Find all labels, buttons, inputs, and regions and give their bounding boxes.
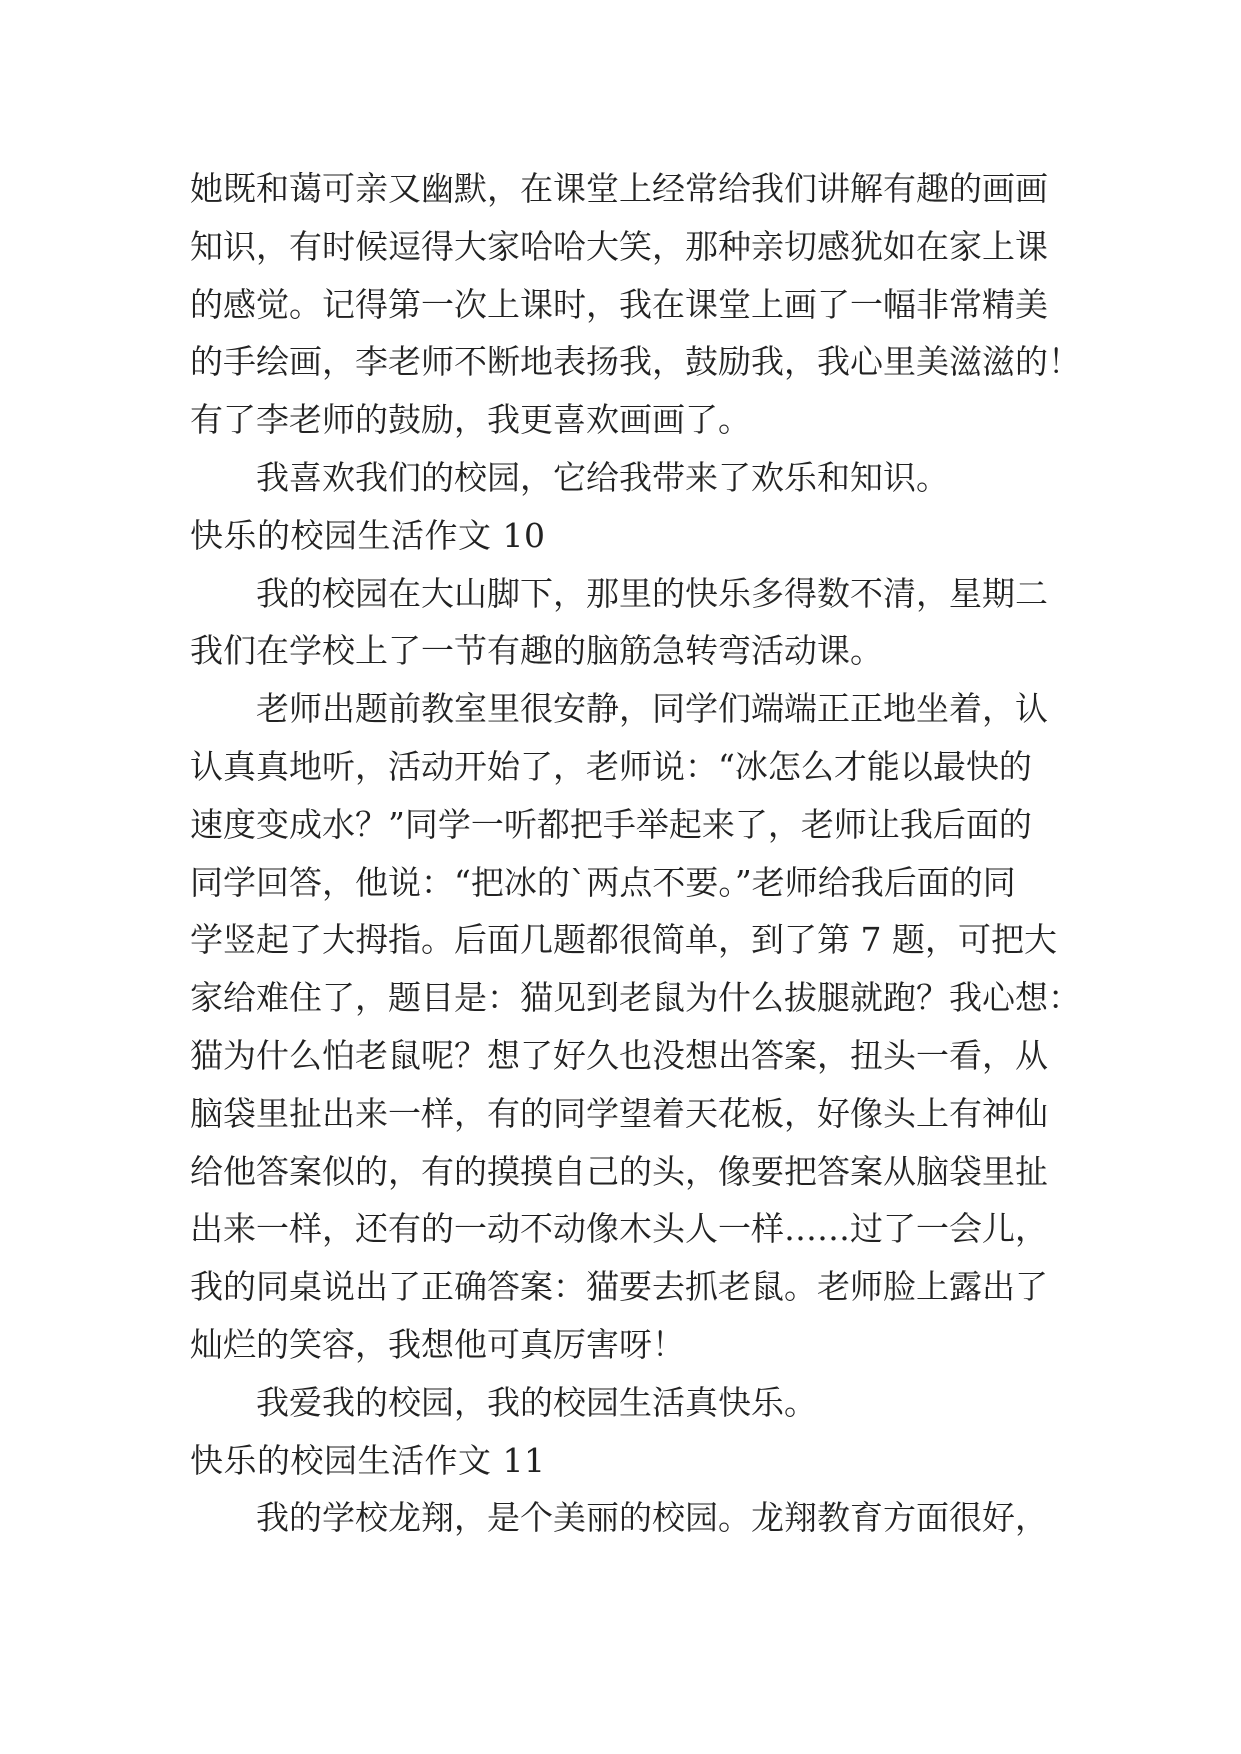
text-line: 给他答案似的，有的摸摸自己的头，像要把答案从脑袋里扯 — [190, 1151, 1048, 1191]
text-line: 灿烂的笑容，我想他可真厉害呀！ — [190, 1324, 685, 1364]
text-line: 我们在学校上了一节有趣的脑筋急转弯活动课。 — [190, 631, 883, 671]
paragraph-start: 我的校园在大山脚下，那里的快乐多得数不清，星期二 — [256, 573, 1048, 613]
text-line: 速度变成水？”同学一听都把手举起来了，老师让我后面的 — [190, 804, 1032, 844]
text-line: 认真真地听，活动开始了，老师说：“冰怎么才能以最快的 — [190, 746, 1032, 786]
text-line: 的手绘画，李老师不断地表扬我，鼓励我，我心里美滋滋的！ — [190, 342, 1081, 382]
text-line: 有了李老师的鼓励，我更喜欢画画了。 — [190, 400, 751, 440]
paragraph-start: 老师出题前教室里很安静，同学们端端正正地坐着，认 — [256, 689, 1048, 729]
section-heading: 快乐的校园生活作文 11 — [190, 1440, 546, 1480]
text-line: 学竖起了大拇指。后面几题都很简单，到了第 7 题，可把大 — [190, 920, 1057, 960]
text-line: 脑袋里扯出来一样，有的同学望着天花板，好像头上有神仙 — [190, 1093, 1048, 1133]
text-line: 我的同桌说出了正确答案：猫要去抓老鼠。老师脸上露出了 — [190, 1267, 1048, 1307]
text-line: 猫为什么怕老鼠呢？想了好久也没想出答案，扭头一看，从 — [190, 1035, 1048, 1075]
text-line: 家给难住了，题目是：猫见到老鼠为什么拔腿就跑？我心想： — [190, 978, 1081, 1018]
text-line: 同学回答，他说：“把冰的`两点不要。”老师给我后面的同 — [190, 862, 1016, 902]
paragraph-start: 我喜欢我们的校园，它给我带来了欢乐和知识。 — [256, 457, 949, 497]
text-line: 出来一样，还有的一动不动像木头人一样……过了一会儿， — [190, 1209, 1048, 1249]
section-heading: 快乐的校园生活作文 10 — [190, 515, 546, 555]
document-text — [190, 160, 1080, 1547]
text-line: 的感觉。记得第一次上课时，我在课堂上画了一幅非常精美 — [190, 284, 1048, 324]
paragraph-start: 我爱我的校园，我的校园生活真快乐。 — [256, 1382, 817, 1422]
paragraph-start: 我的学校龙翔，是个美丽的校园。龙翔教育方面很好， — [256, 1498, 1048, 1538]
text-line: 她既和蔼可亲又幽默，在课堂上经常给我们讲解有趣的画画 — [190, 169, 1048, 208]
text-line: 知识，有时候逗得大家哈哈大笑，那种亲切感犹如在家上课 — [190, 226, 1048, 266]
